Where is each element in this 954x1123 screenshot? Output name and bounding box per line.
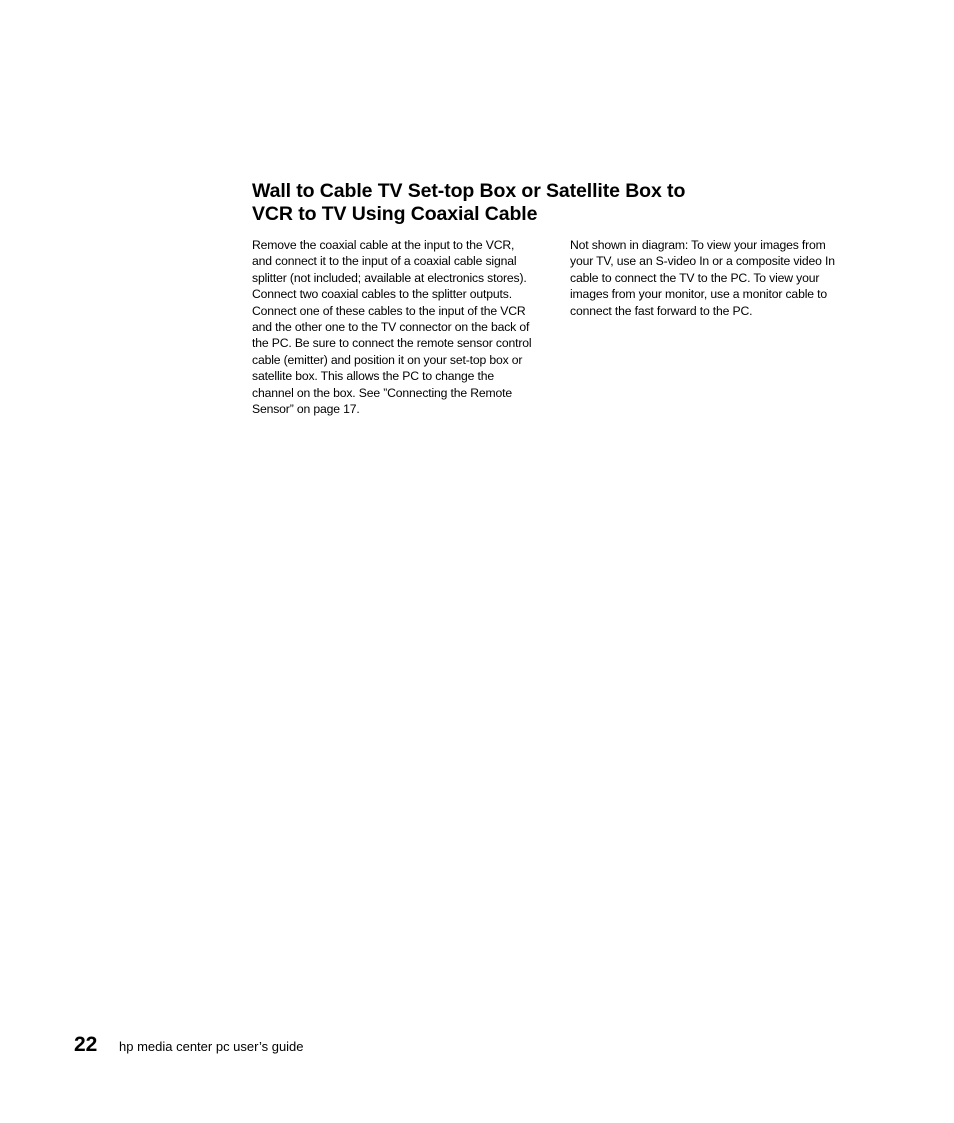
text-line: Connect one of these cables to the input of the VCR (252, 303, 526, 318)
body-text-left-column (252, 237, 557, 417)
text-line: images from your monitor, use a monitor cable to (570, 287, 827, 302)
text-line: the PC. Be sure to connect the remote sensor control (252, 336, 532, 351)
text-line: cable (emitter) and position it on your set-top box or (252, 352, 523, 367)
page-number: 22 (74, 1033, 98, 1056)
text-line: and connect it to the input of a coaxial cable signal (252, 254, 517, 269)
section-heading-line: Wall to Cable TV Set-top Box or Satellite Box to (252, 180, 686, 202)
section-heading-line: VCR to TV Using Coaxial Cable (252, 203, 538, 225)
text-line: and the other one to the TV connector on the back of (252, 320, 530, 335)
text-line: Remove the coaxial cable at the input to the VCR, (252, 238, 515, 252)
text-line: Connect two coaxial cables to the splitter outputs. (252, 287, 512, 302)
section-heading (252, 180, 852, 226)
text-line: channel on the box. See ”Connecting the Remote (252, 385, 513, 400)
text-line: connect the fast forward to the PC. (570, 303, 753, 318)
text-line: cable to connect the TV to the PC. To view your (570, 270, 820, 285)
body-text-right-column (570, 237, 870, 319)
text-line: Sensor” on page 17. (252, 402, 360, 417)
text-line: your TV, use an S-video In or a composite video In (570, 254, 835, 269)
text-line: splitter (not included; available at electronics stores). (252, 270, 527, 285)
text-line: Not shown in diagram: To view your images from (570, 238, 826, 252)
footer-guide-title: hp media center pc user’s guide (119, 1039, 304, 1054)
text-line: satellite box. This allows the PC to change the (252, 369, 495, 384)
